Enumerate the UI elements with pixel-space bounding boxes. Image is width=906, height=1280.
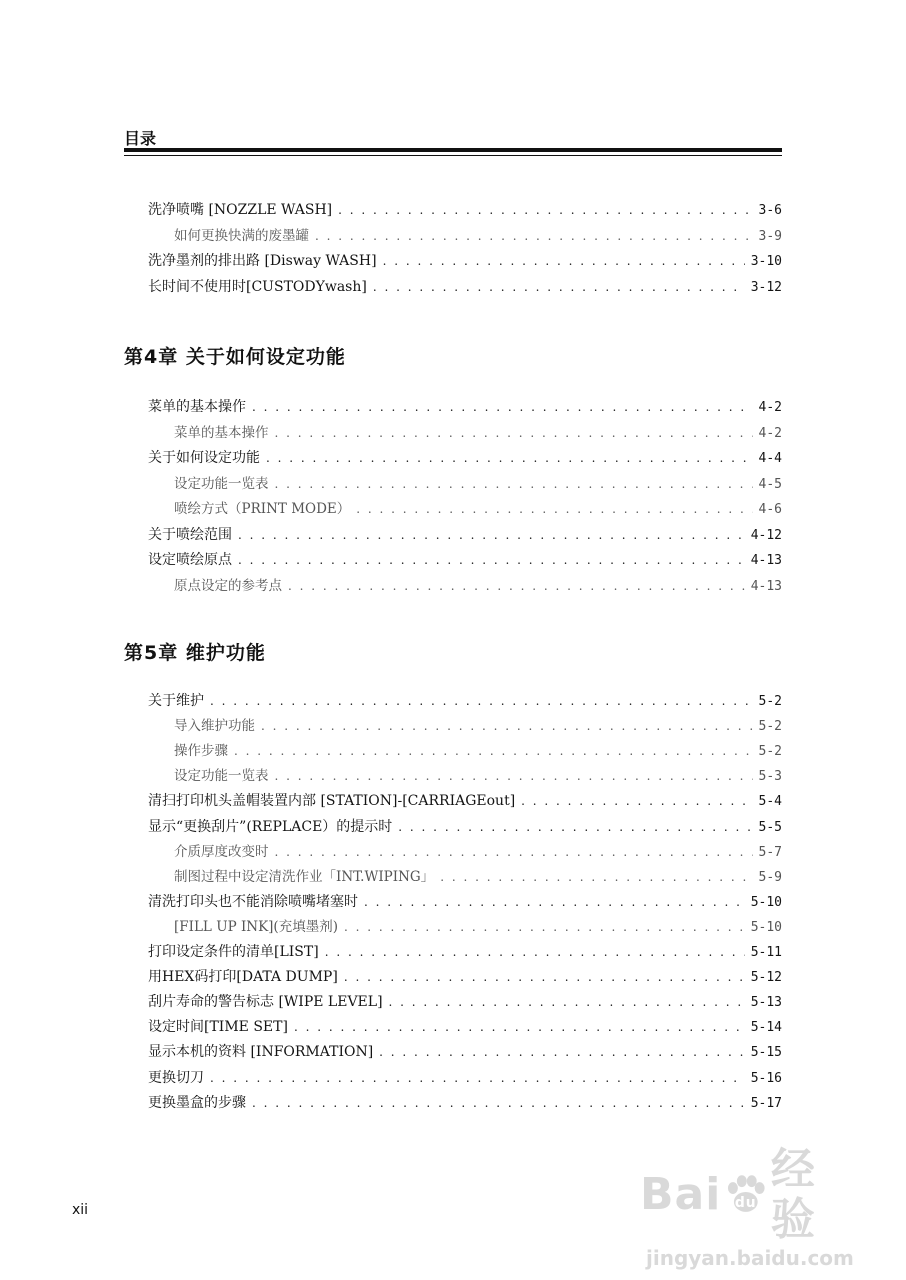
toc-entry-page: 5-14 xyxy=(750,1020,782,1036)
toc-entry-page: 5-9 xyxy=(758,869,782,885)
toc-entry-page: 3-10 xyxy=(750,254,782,269)
toc-entry-label: 设定功能一览表 xyxy=(174,475,269,492)
toc-entry-page: 3-12 xyxy=(750,279,782,295)
toc-dot-leader xyxy=(210,1066,745,1090)
toc-entry[interactable] xyxy=(148,689,782,713)
toc-entry-label: 更换切刀 xyxy=(148,1069,204,1086)
toc-entry[interactable] xyxy=(148,446,782,470)
toc-subentry[interactable] xyxy=(174,714,782,738)
toc-entry-label: 更换墨盒的步骤 xyxy=(148,1094,246,1111)
toc-entry-page: 5-4 xyxy=(758,794,782,810)
toc-entry[interactable] xyxy=(148,1015,782,1039)
toc-entry-page: 5-12 xyxy=(750,970,782,986)
toc-header-title: 目录 xyxy=(124,129,157,148)
toc-subentry[interactable] xyxy=(174,739,782,763)
toc-entry-label: 导入维护功能 xyxy=(174,718,255,735)
toc-dot-leader xyxy=(364,890,745,914)
toc-entry-page: 4-6 xyxy=(758,502,782,517)
toc-entry[interactable] xyxy=(148,1091,782,1115)
toc-entry-label: 菜单的基本操作 xyxy=(148,399,246,415)
toc-entry-page: 4-2 xyxy=(758,400,782,415)
toc-dot-leader xyxy=(275,421,753,445)
toc-subentry[interactable] xyxy=(174,421,782,445)
toc-subentry[interactable] xyxy=(174,915,782,939)
toc-entry-page: 3-9 xyxy=(758,228,782,244)
toc-entry-label: 喷绘方式（PRINT MODE） xyxy=(174,501,351,517)
toc-entry-label: 如何更换快满的废墨罐 xyxy=(174,227,309,244)
toc-dot-leader xyxy=(238,548,745,572)
toc-subentry[interactable] xyxy=(174,472,782,496)
toc-entry-label: 打印设定条件的清单[LIST] xyxy=(148,944,319,960)
toc-entry[interactable] xyxy=(148,990,782,1014)
watermark-url: jingyan.baidu.com xyxy=(646,1246,854,1270)
toc-subentry[interactable] xyxy=(174,840,782,864)
toc-subentry[interactable] xyxy=(174,865,782,889)
toc-entry[interactable] xyxy=(148,1040,782,1064)
chapter-5-title: 第5章 维护功能 xyxy=(124,642,266,664)
toc-entry-page: 5-10 xyxy=(750,894,782,910)
toc-dot-leader xyxy=(440,865,752,889)
page-number: xii xyxy=(72,1202,89,1218)
toc-entry-label: [FILL UP INK](充填墨剂) xyxy=(174,918,338,935)
toc-entry-page: 5-7 xyxy=(758,844,782,860)
toc-dot-leader xyxy=(275,840,753,864)
toc-entry-label: 设定时间[TIME SET] xyxy=(148,1019,288,1036)
toc-dot-leader xyxy=(288,574,745,598)
toc-entry[interactable] xyxy=(148,1066,782,1090)
toc-dot-leader xyxy=(261,714,753,738)
baidu-jingyan-watermark xyxy=(640,1144,860,1270)
toc-entry[interactable] xyxy=(148,523,782,547)
toc-dot-leader xyxy=(389,990,745,1014)
toc-dot-leader xyxy=(294,1015,745,1039)
toc-entry-label: 洗净墨剂的排出路 [Disway WASH] xyxy=(148,253,377,269)
toc-entry-page: 5-2 xyxy=(758,719,782,735)
header-rule-thick xyxy=(124,148,782,152)
toc-subentry[interactable] xyxy=(174,224,782,248)
toc-entry[interactable] xyxy=(148,275,782,299)
toc-entry-label: 关于喷绘范围 xyxy=(148,526,232,543)
toc-entry[interactable] xyxy=(148,198,782,222)
toc-entry-page: 5-16 xyxy=(750,1070,782,1086)
toc-entry-label: 洗净喷嘴 [NOZZLE WASH] xyxy=(148,202,333,218)
toc-entry-label: 关于如何设定功能 xyxy=(148,450,260,466)
chapter-4-title: 第4章 关于如何设定功能 xyxy=(124,346,346,368)
toc-entry-page: 5-17 xyxy=(750,1095,782,1111)
toc-dot-leader xyxy=(252,395,753,419)
toc-dot-leader xyxy=(234,739,753,763)
toc-entry[interactable] xyxy=(148,890,782,914)
toc-dot-leader xyxy=(383,249,745,273)
toc-entry[interactable] xyxy=(148,940,782,964)
toc-dot-leader xyxy=(338,198,752,222)
toc-entry-page: 5-2 xyxy=(758,694,782,709)
toc-dot-leader xyxy=(373,275,745,299)
toc-entry-label: 菜单的基本操作 xyxy=(174,424,269,441)
toc-entry-page: 4-4 xyxy=(758,451,782,466)
toc-entry-page: 4-13 xyxy=(750,553,782,568)
toc-entry-page: 5-5 xyxy=(758,819,782,835)
header-rule-thin xyxy=(124,155,782,156)
toc-entry[interactable] xyxy=(148,965,782,989)
paw-icon xyxy=(723,1172,769,1218)
toc-entry[interactable] xyxy=(148,789,782,813)
toc-subentry[interactable] xyxy=(174,574,782,598)
toc-entry-label: 介质厚度改变时 xyxy=(174,843,269,860)
toc-entry-label: 显示本机的资料 [INFORMATION] xyxy=(148,1044,374,1061)
toc-subentry[interactable] xyxy=(174,497,782,521)
watermark-logo: Bai du 经验 xyxy=(640,1144,816,1245)
toc-entry-label: 清扫打印机头盖帽装置内部 [STATION]-[CARRIAGEout] xyxy=(148,793,516,810)
toc-entry-label: 用HEX码打印[DATA DUMP] xyxy=(148,969,338,986)
toc-entry-page: 5-3 xyxy=(758,769,782,785)
toc-entry-label: 制图过程中设定清洗作业「INT.WIPING」 xyxy=(174,868,435,885)
toc-dot-leader xyxy=(275,472,753,496)
toc-entry-label: 原点设定的参考点 xyxy=(174,577,282,594)
toc-dot-leader xyxy=(379,1040,745,1064)
toc-entry-page: 5-2 xyxy=(758,744,782,760)
toc-entry-label: 设定功能一览表 xyxy=(174,768,269,785)
toc-entry-label: 显示“更换刮片”(REPLACE）的提示时 xyxy=(148,818,393,835)
toc-entry-page: 3-6 xyxy=(758,203,782,218)
toc-entry-page: 4-5 xyxy=(758,476,782,492)
toc-entry[interactable] xyxy=(148,548,782,572)
toc-dot-leader xyxy=(398,815,752,839)
toc-dot-leader xyxy=(266,446,753,470)
toc-entry-page: 5-10 xyxy=(750,919,782,935)
toc-entry-label: 关于维护 xyxy=(148,693,204,709)
toc-entry[interactable] xyxy=(148,815,782,839)
toc-entry-label: 长时间不使用时[CUSTODYwash] xyxy=(148,278,367,295)
toc-dot-leader xyxy=(315,224,753,248)
toc-entry[interactable] xyxy=(148,249,782,273)
toc-entry-label: 操作步骤 xyxy=(174,743,228,760)
toc-dot-leader xyxy=(325,940,745,964)
toc-entry-page: 4-13 xyxy=(750,578,782,594)
toc-dot-leader xyxy=(275,764,753,788)
toc-entry-page: 5-11 xyxy=(750,945,782,960)
toc-entry-label: 设定喷绘原点 xyxy=(148,552,232,568)
toc-entry-page: 5-13 xyxy=(750,995,782,1011)
toc-entry-label: 刮片寿命的警告标志 [WIPE LEVEL] xyxy=(148,994,383,1011)
toc-entry[interactable] xyxy=(148,395,782,419)
toc-dot-leader xyxy=(210,689,753,713)
toc-dot-leader xyxy=(344,915,745,939)
toc-entry-page: 4-12 xyxy=(750,527,782,543)
toc-dot-leader xyxy=(238,523,745,547)
toc-dot-leader xyxy=(252,1091,745,1115)
svg-text:du: du xyxy=(735,1194,757,1211)
toc-entry-page: 5-15 xyxy=(750,1045,782,1061)
toc-entry-label: 清洗打印头也不能消除喷嘴堵塞时 xyxy=(148,893,358,910)
toc-dot-leader xyxy=(356,497,752,521)
toc-subentry[interactable] xyxy=(174,764,782,788)
toc-entry-page: 4-2 xyxy=(758,425,782,441)
toc-dot-leader xyxy=(521,789,752,813)
toc-dot-leader xyxy=(344,965,745,989)
